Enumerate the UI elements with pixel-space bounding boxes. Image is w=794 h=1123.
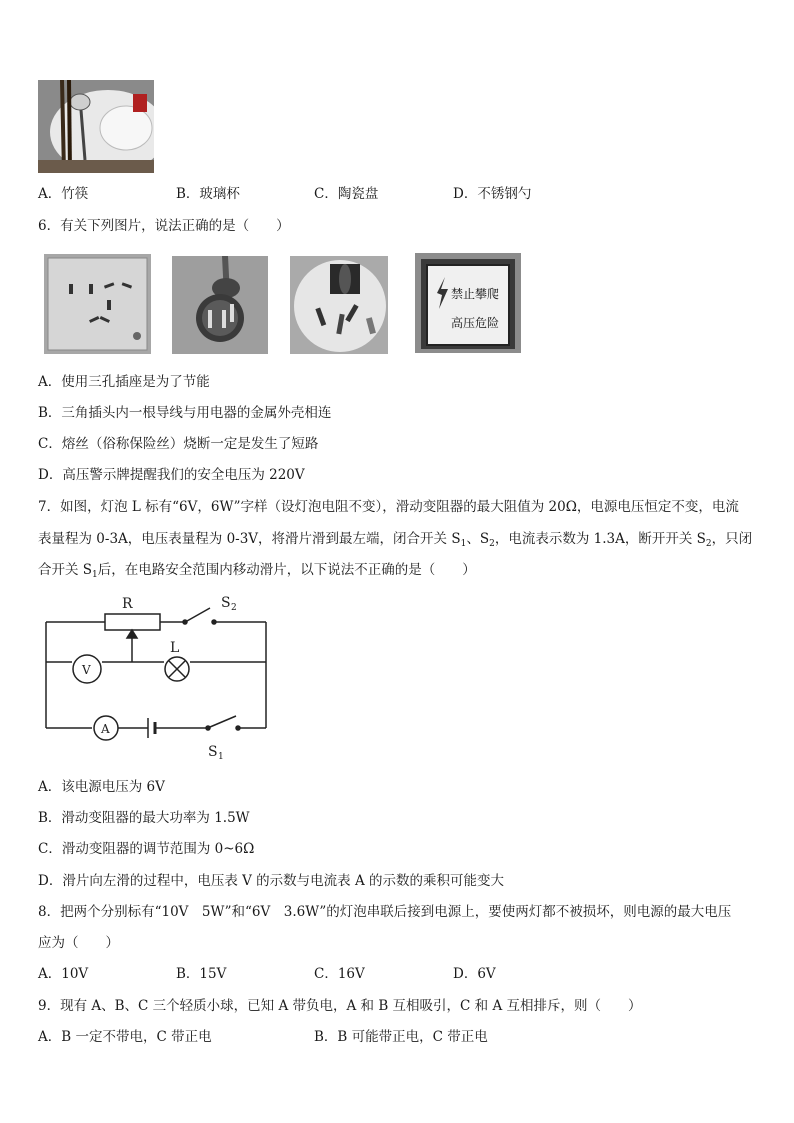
q6-option-c: C．熔丝（俗称保险丝）烧断一定是发生了短路	[38, 436, 319, 452]
q9-option-a: A．B 一定不带电，C 带正电	[38, 1029, 212, 1045]
q5-option-b: B．玻璃杯	[176, 186, 240, 202]
q8-option-c: C．16V	[314, 966, 365, 982]
q7-option-c: C．滑动变阻器的调节范围为 0~6Ω	[38, 841, 255, 857]
switch-s1	[210, 716, 236, 727]
q8-option-d: D．6V	[453, 966, 496, 982]
high-voltage-sign-photo	[415, 253, 521, 353]
q6-stem: 6．有关下列图片，说法正确的是（ ）	[38, 218, 290, 234]
q7-option-a: A．该电源电压为 6V	[38, 779, 165, 795]
q6-option-a: A．使用三孔插座是为了节能	[38, 374, 210, 390]
label-s2-sub: 2	[231, 603, 237, 613]
q5-option-a: A．竹筷	[38, 186, 89, 202]
label-l: L	[170, 640, 180, 656]
label-s2: S	[221, 595, 231, 611]
q7-stem-line3: 合开关 $S_1$后，在电路安全范围内移动滑片，以下说法不正确的是（ ）	[38, 562, 476, 580]
switch-s2	[187, 608, 210, 621]
label-v: V	[82, 663, 91, 677]
tableware-photo	[38, 80, 154, 173]
q5-option-d: D．不锈钢勺	[453, 186, 532, 202]
label-r: R	[122, 596, 133, 612]
three-hole-socket-photo	[44, 254, 151, 354]
q9-stem: 9．现有 A、B、C 三个轻质小球，已知 A 带负电，A 和 B 互相吸引，C 和 A 互相排斥，则（ ）	[38, 998, 642, 1014]
fuse-wire-photo	[290, 256, 388, 354]
q8-stem-line1: 8．把两个分别标有“10V 5W”和“6V 3.6W”的灯泡串联后接到电源上，要使两灯都不被损坏，则电源的最大电压	[38, 904, 732, 920]
q8-option-a: A．10V	[38, 966, 89, 982]
q6-option-b: B．三角插头内一根导线与用电器的金属外壳相连	[38, 405, 332, 421]
rheostat-r	[105, 614, 160, 630]
q6-option-d: D．高压警示牌提醒我们的安全电压为 220V	[38, 467, 305, 483]
q7-stem-line2: 表量程为 0-3A，电压表量程为 0-3V，将滑片滑到最左端，闭合开关 $S_1$、$S_2$，电流表示数为 1.3A，断开开关 $S_2$，只闭	[38, 531, 753, 549]
label-s1-sub: 1	[218, 752, 224, 762]
q8-option-b: B．15V	[176, 966, 227, 982]
label-a: A	[101, 722, 110, 736]
q7-option-b: B．滑动变阻器的最大功率为 1.5W	[38, 810, 250, 826]
circuit-diagram	[38, 590, 278, 770]
label-s1: S	[208, 744, 218, 760]
three-pin-plug-photo	[172, 256, 268, 354]
q5-option-c: C．陶瓷盘	[314, 186, 379, 202]
q9-option-b: B．B 可能带正电，C 带正电	[314, 1029, 488, 1045]
sign-text-line1: 禁止攀爬	[451, 287, 500, 301]
sign-text-line2: 高压危险	[451, 316, 500, 330]
q7-option-d: D．滑片向左滑的过程中，电压表 V 的示数与电流表 A 的示数的乘积可能变大	[38, 873, 504, 889]
q8-stem-line2: 应为（ ）	[38, 935, 119, 951]
q7-stem-line1: 7．如图，灯泡 L 标有“6V，6W”字样（设灯泡电阻不变），滑动变阻器的最大阻值为 20Ω，电源电压恒定不变，电流	[38, 499, 739, 515]
